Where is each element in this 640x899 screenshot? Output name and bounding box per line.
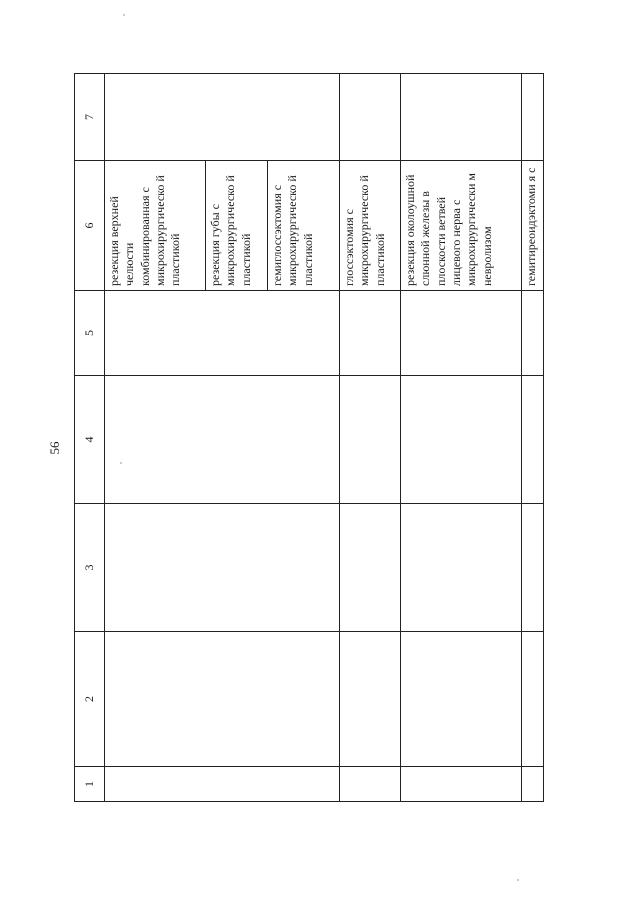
cell-col3	[340, 504, 401, 632]
cell-col1	[401, 767, 522, 802]
rotated-table-wrapper	[74, 74, 538, 802]
table-row	[522, 74, 544, 802]
column-header-7: 7	[75, 74, 105, 161]
column-header-6: 6	[75, 161, 105, 291]
procedure-cell	[340, 161, 401, 291]
table-row	[401, 74, 522, 802]
cell-col4	[105, 376, 340, 504]
cell-col1	[340, 767, 401, 802]
cell-col2	[522, 632, 544, 767]
procedure-text: резекция околоушной слюнной железы в плоскости ветвей лицевого нерва с микрохирургически м невролизом	[403, 173, 494, 286]
cell-col7	[401, 74, 522, 161]
cell-col3	[522, 504, 544, 632]
column-header-5: 5	[75, 291, 105, 376]
table-row	[340, 74, 401, 802]
cell-col3	[105, 504, 340, 632]
table-row	[105, 74, 340, 802]
header-row	[75, 74, 105, 802]
procedure-text: резекция губы с микрохирургическо й пластикой	[205, 161, 267, 290]
column-header-3: 3	[75, 504, 105, 632]
procedure-text: гемитиреоидэктоми я с	[524, 167, 538, 286]
cell-col5	[340, 291, 401, 376]
procedures-table	[74, 73, 544, 802]
scan-speck	[123, 14, 125, 16]
cell-col7	[340, 74, 401, 161]
column-header-2: 2	[75, 632, 105, 767]
cell-col7	[522, 74, 544, 161]
cell-col5	[105, 291, 340, 376]
page-number: 56	[47, 441, 62, 455]
cell-col2	[105, 632, 340, 767]
procedure-text: гемиглоссэктомия с микрохирургическо й пластикой	[267, 161, 318, 290]
cell-col5	[401, 291, 522, 376]
cell-col7	[105, 74, 340, 161]
cell-col1	[105, 767, 340, 802]
procedure-cell	[401, 161, 522, 291]
procedure-text: глоссэктомия с микрохирургическо й пластикой	[342, 175, 387, 286]
cell-col2	[340, 632, 401, 767]
procedure-list-cell	[105, 161, 340, 291]
cell-col4	[340, 376, 401, 504]
cell-col4	[401, 376, 522, 504]
procedure-cell	[522, 161, 544, 291]
procedure-text: резекция верхней челюсти комбинированная с микрохирургическо й пластикой	[107, 175, 183, 286]
cell-col3	[401, 504, 522, 632]
cell-col1	[522, 767, 544, 802]
column-header-1: 1	[75, 767, 105, 802]
cell-col4	[522, 376, 544, 504]
cell-col2	[401, 632, 522, 767]
scan-speck	[517, 879, 519, 881]
column-header-4: 4	[75, 376, 105, 504]
cell-col5	[522, 291, 544, 376]
